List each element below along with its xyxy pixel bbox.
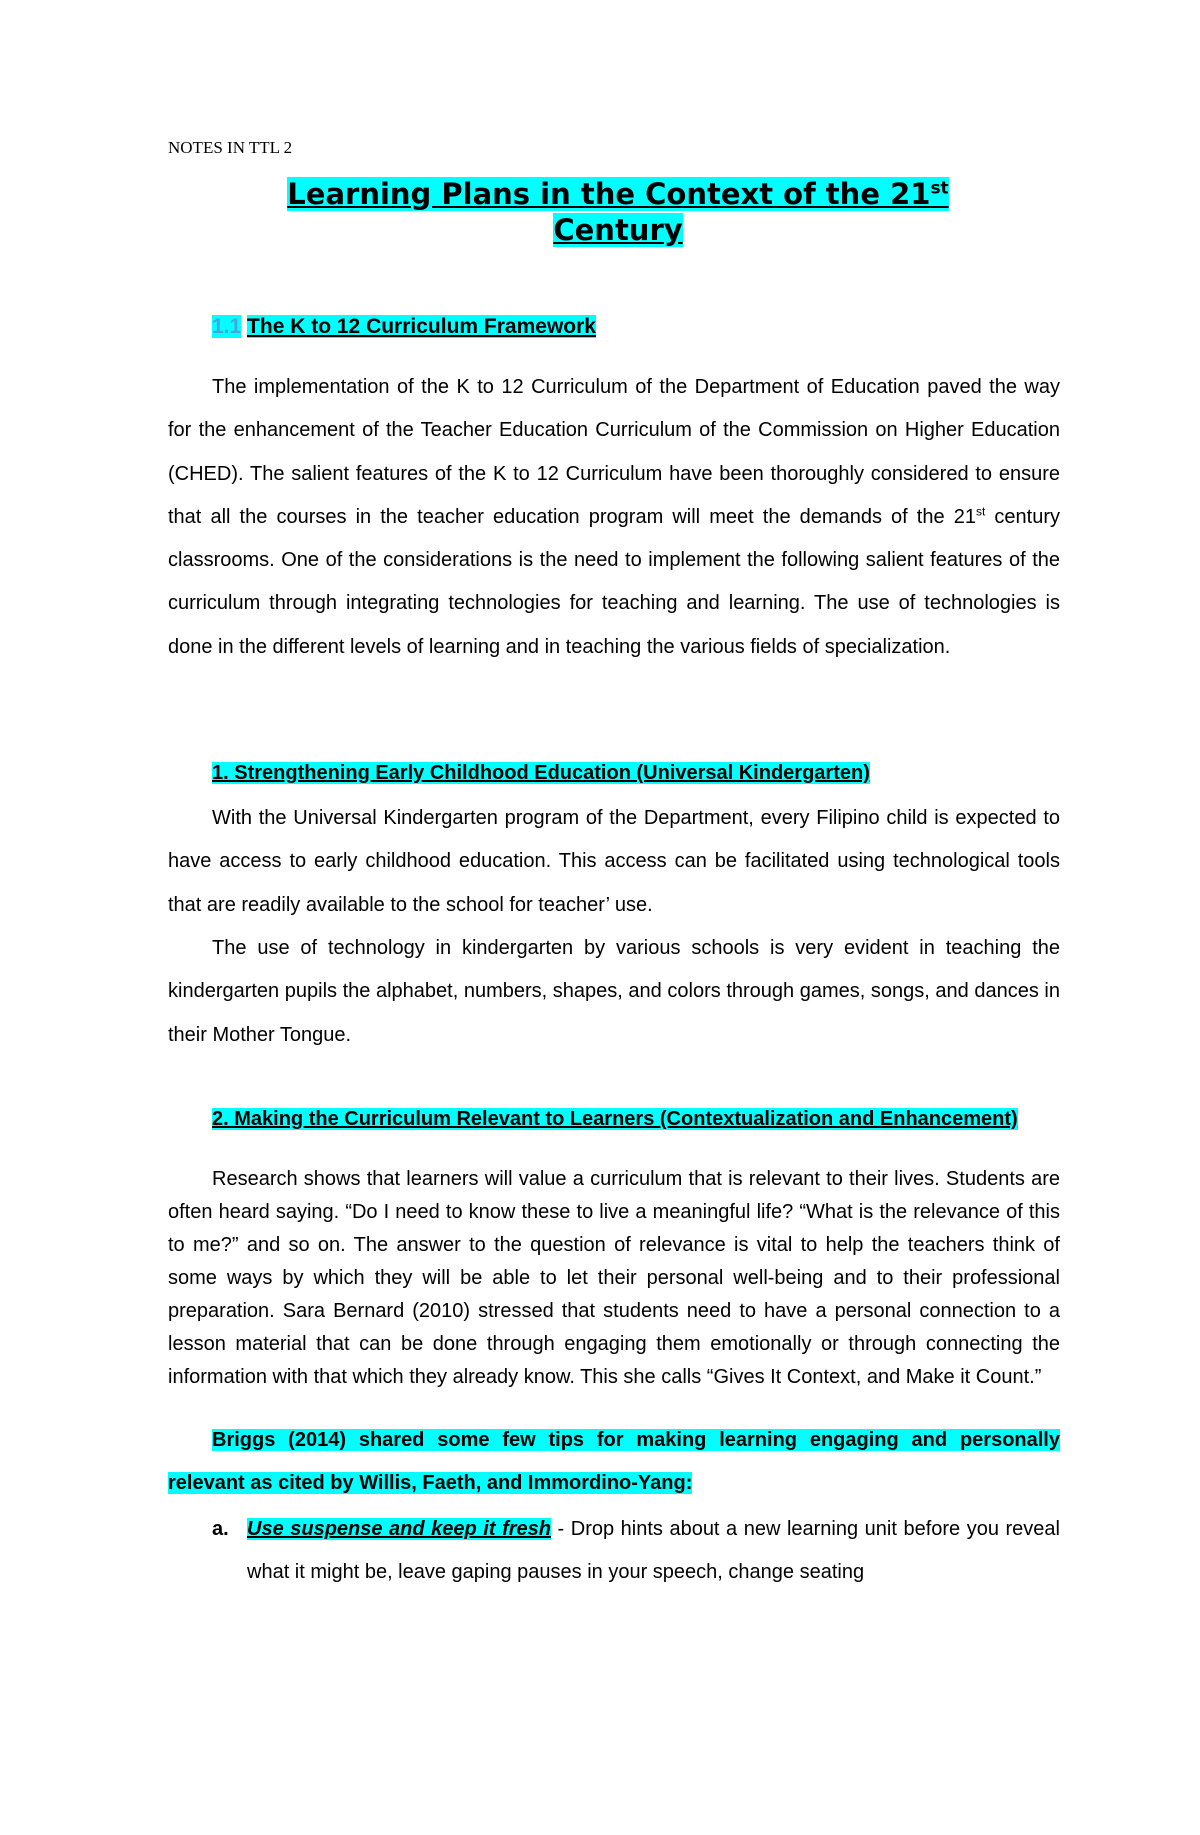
briggs-intro: Briggs (2014) shared some few tips for making learning engaging and personally relevant as cited by Willis, Faeth, and Immordino-Yang: (168, 1429, 1060, 1495)
feature-1-heading: 1. Strengthening Early Childhood Education (Universal Kindergarten) (212, 762, 870, 784)
list-item-a: a. Use suspense and keep it fresh - Drop hints about a new learning unit before you reveal what it might be, leave gaping pauses in your speech, change seating (212, 1508, 1060, 1595)
tip-title: Use suspense and keep it fresh (247, 1518, 551, 1540)
list-letter: a. (212, 1518, 229, 1540)
section-title: The K to 12 Curriculum Framework (247, 315, 596, 338)
header-note: NOTES IN TTL 2 (168, 138, 293, 157)
title-line-2: Century (553, 212, 683, 247)
feature-1-paragraph-2: The use of technology in kindergarten by various schools is very evident in teaching the kindergarten pupils the alphabet, numbers, shapes, and colors through games, songs, and dances in their Mother Tongue. (168, 937, 1060, 1046)
page-title (168, 170, 1068, 248)
section-number: 1.1 (212, 315, 242, 338)
feature-2-paragraph-1: Research shows that learners will value a curriculum that is relevant to their lives. Students are often heard saying. “Do I need to know these to live a meaningful life? “What is the relevance of this to me?” and so on. The answer to the question of relevance is vital to help the teachers think of some ways by which they will be able to let their personal well-being and to their professional preparation. Sara Bernard (2010) stressed that students need to have a personal connection to a lesson material that can be done through engaging them emotionally or through connecting the information with that which they already know. This she calls “Gives It Context, and Make it Count.” (168, 1168, 1060, 1388)
feature-2-heading: 2. Making the Curriculum Relevant to Learners (Contextualization and Enhancement) (212, 1108, 1018, 1130)
feature-1-paragraph-1: With the Universal Kindergarten program of the Department, every Filipino child is expected to have access to early childhood education. This access can be facilitated using technological tools that are readily available to the school for teacher’ use. (168, 807, 1060, 916)
section-1-1-paragraph: The implementation of the K to 12 Curriculum of the Department of Education paved the way for the enhancement of the Teacher Education Curriculum of the Commission on Higher Education (CHED). The salient features of the K to 12 Curriculum have been thoroughly considered to ensure that all the courses in the teacher education program will meet the demands of the 21st century classrooms. One of the considerations is the need to implement the following salient features of the curriculum through integrating technologies for teaching and learning. The use of technologies is done in the different levels of learning and in teaching the various fields of specialization. (168, 376, 1060, 658)
section-1-1-heading (212, 315, 596, 339)
title-line-1: Learning Plans in the Context of the 21st (287, 176, 949, 211)
